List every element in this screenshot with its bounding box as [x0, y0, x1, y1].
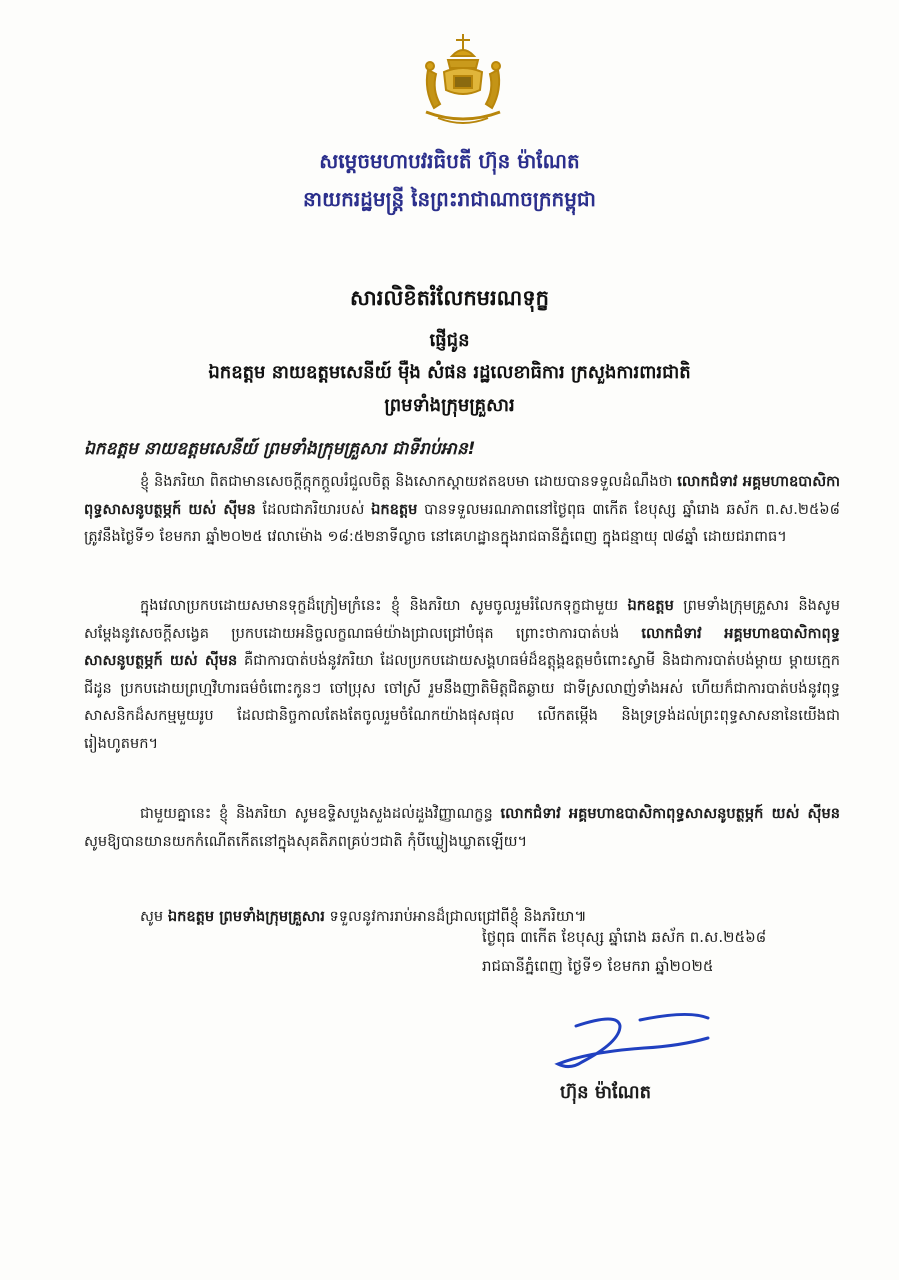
date-lunar: ថ្ងៃពុធ ៣កើត ខែបុស្ស ឆ្នាំរោង ឆស័ក ព.ស.២៥៦៨	[482, 928, 767, 946]
date-place: រាជធានីភ្នំពេញ ថ្ងៃទី១ ខែមករា ឆ្នាំ២០២៥	[482, 957, 714, 975]
signature-icon	[548, 1008, 718, 1078]
paragraph-3: ជាមួយគ្នានេះ ខ្ញុំ និងភរិយា សូមឧទ្ទិសបួងសួងដល់ដួងវិញ្ញាណក្ខន្ធ លោកជំទាវ អគ្គមហាឧបាសិកាពុទ្ធសាសនូបត្ថម្ភក៍ យស់ ស៊ីមន សូមឱ្យបានយានយកកំណើតកើតនៅក្នុងសុគតិភពគ្រប់ៗជាតិ កុំបីឃ្លៀងឃ្លាតឡើយ។	[84, 805, 840, 850]
paragraph-2: ក្នុងវេលាប្រកបដោយសមានទុក្ខដ៏ក្រៀមក្រំនេះ ខ្ញុំ និងភរិយា សូមចូលរួមរំលែកទុក្ខជាមួយ ឯកឧត្តម ព្រមទាំងក្រុមគ្រួសារ និងសូមសម្តែងនូវសេចក្តីសង្វេគ ប្រកបដោយអនិច្ចលក្ខណធម៌យ៉ាងជ្រាលជ្រៅបំផុត ព្រោះថាការបាត់បង់ លោកជំទាវ អគ្គមហាឧបាសិកាពុទ្ធសាសនូបត្ថម្ភក៍ យស់ ស៊ីមន គឺជាការបាត់បង់នូវភរិយា ដែលប្រកបដោយសង្គហធម៌ដ៏ឧត្តុង្គឧត្តមចំពោះស្វាមី និងជាការបាត់បង់ម្តាយ ម្តាយក្មេក ជីដូន ប្រកបដោយព្រហ្មវិហារធម៌ចំពោះកូនៗ ចៅប្រុស ចៅស្រី រួមនឹងញាតិមិត្តជិតឆ្ងាយ ជាទីស្រលាញ់ទាំងអស់ ហើយក៏ជាការបាត់បង់នូវពុទ្ធសាសនិកដ៏សកម្មមួយរូប ដែលជានិច្ចកាលតែងតែចូលរួមចំណែកយ៉ាងផុសផុល លើកតម្កើង និងទ្រទ្រង់ដល់ព្រះពុទ្ធសាសនានៃយើងជារៀងហូតមក។	[84, 597, 840, 752]
paragraph-4: សូម ឯកឧត្តម ព្រមទាំងក្រុមគ្រួសារ ទទួលនូវការរាប់អានដ៏ជ្រាលជ្រៅពីខ្ញុំ និងភរិយា៕	[140, 908, 587, 925]
salutation: ឯកឧត្តម នាយឧត្តមសេនីយ៍ ព្រមទាំងក្រុមគ្រួសារ ជាទីរាប់អាន!	[84, 439, 476, 459]
recipient-line: ឯកឧត្តម នាយឧត្តមសេនីយ៍ ម៉ឺង សំផន រដ្ឋលេខាធិការ ក្រសួងការពារជាតិ	[208, 362, 691, 383]
signer-name: ហ៊ុន ម៉ាណែត	[560, 1082, 652, 1103]
letter-title: សារលិខិតរំលែកមរណទុក្ខ	[350, 286, 549, 310]
royal-emblem-icon	[418, 30, 508, 130]
sender-title: នាយករដ្ឋមន្ត្រី នៃព្រះរាជាណាចក្រកម្ពុជា	[303, 187, 596, 211]
recipient-family: ព្រមទាំងក្រុមគ្រួសារ	[384, 395, 515, 416]
to-label: ផ្ញើជូន	[429, 330, 470, 351]
paragraph-1: ខ្ញុំ និងភរិយា ពិតជាមានសេចក្តីក្តុកក្តួលរំជួលចិត្ត និងសោកស្តាយឥតឧបមា ដោយបានទទួលដំណឹងថា លោកជំទាវ អគ្គមហាឧបាសិកាពុទ្ធសាសនូបត្ថម្ភក៍ យស់ ស៊ីមន ដែលជាភរិយារបស់ ឯកឧត្តម បានទទួលមរណភាពនៅថ្ងៃពុធ ៣កើត ខែបុស្ស ឆ្នាំរោង ឆស័ក ព.ស.២៥៦៨ ត្រូវនឹងថ្ងៃទី១ ខែមករា ឆ្នាំ២០២៥ វេលាម៉ោង ១៨:៥២នាទីល្ងាច នៅគេហដ្ឋានក្នុងរាជធានីភ្នំពេញ ក្នុងជន្មាយុ ៧៨ឆ្នាំ ដោយជរាពាធ។	[84, 473, 840, 545]
sender-name: សម្តេចមហាបវរធិបតី ហ៊ុន ម៉ាណែត	[319, 149, 580, 173]
